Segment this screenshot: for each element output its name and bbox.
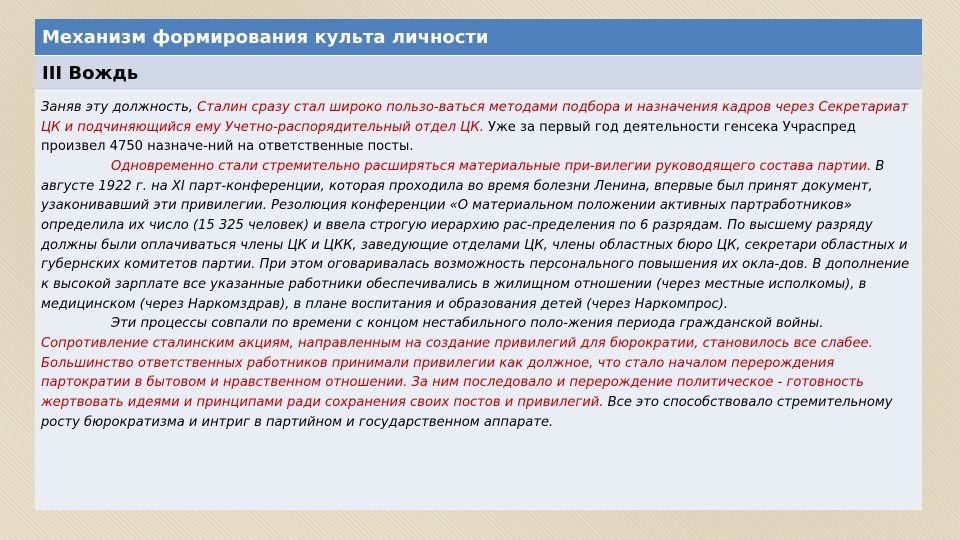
- paragraph-1-segment: Сталин сразу стал широко пользо-ваться методами подбора и назначения кадров через Секретариат ЦК и подчиняющийся ему Учетно-распорядительный отдел ЦК.: [41, 100, 909, 135]
- paragraph-2-segment: Одновременно стали стремительно расширяться материальные при-вилегии руководящего состава партии.: [111, 158, 872, 174]
- paragraph-3-segment: Сопротивление сталинским акциям, направленным на создание привилегий для бюрократии, становилось все слабее. Большинство ответственных работников принимали привилегии как должное, что стало началом перерождения партократии в бытовом и нравственном отношении. За ним последовало и перерождение политическое - готовность жертвовать идеями и принципами ради сохранения своих постов и привилегий.: [41, 335, 873, 410]
- paragraph-3-segment: Эти процессы совпали по времени с концом нестабильного поло-жения периода гражданской войны.: [111, 316, 824, 332]
- paragraph-2: [41, 157, 916, 314]
- slide-subtitle: [35, 56, 922, 91]
- slide-title-text: Механизм формирования культа личности: [42, 26, 489, 48]
- body-text: [35, 91, 922, 510]
- paragraph-3-segment: Все это способствовало стремительному росту бюрократизма и интриг в партийном и государственном аппарате.: [41, 394, 893, 430]
- paragraph-1: [41, 98, 916, 157]
- paragraph-1-segment: Заняв эту должность,: [41, 100, 198, 115]
- paragraph-2-segment: В августе 1922 г. на XI парт-конференции, которая проходила во время болезни Ленина, впервые был принят документ, узаконивавший эти привилегии. Резолюция конференции «О материальном положении активных партработников» определила их число (15 325 человек) и ввела строгую иерархию рас-пределения по 6 разрядам. По высшему разряду должны были оплачиваться члены ЦК и ЦКК, заведующие отделами ЦК, члены областных бюро ЦК, секретари областных и губернских комитетов партии. При этом оговаривалась возможность персонального повышения их окла-дов. В дополнение к высокой зарплате все указанные работники обеспечивались в жилищном отношении (через местные исполкомы), в медицинском (через Наркомздрав), в плане воспитания и образования детей (через Наркомпрос).: [41, 158, 910, 312]
- content-table: [35, 19, 922, 510]
- paragraph-1-segment: Уже за первый год деятельности генсека Учраспред произвел 4750 назначе-ний на ответственные посты.: [41, 119, 856, 155]
- slide-title: [35, 19, 922, 56]
- paragraph-3: [41, 314, 916, 432]
- slide-subtitle-text: III Вождь: [42, 62, 139, 84]
